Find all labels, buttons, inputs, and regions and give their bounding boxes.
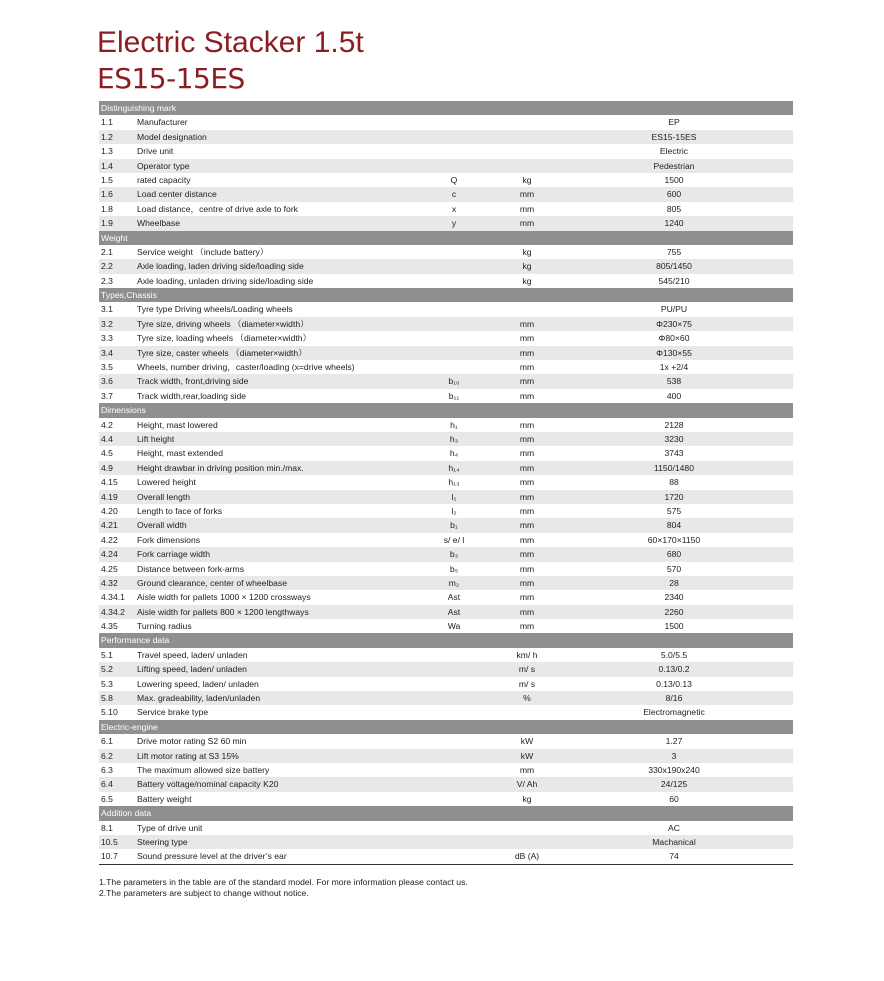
value: 5.0/5.5 (660, 649, 688, 660)
row-number: 1.9 (101, 218, 113, 229)
spec-row (99, 418, 793, 432)
value: 24/125 (660, 779, 688, 790)
footnote: 1.The parameters in the table are of the standard model. For more information please contact us. (99, 877, 468, 887)
value: 330x190x240 (648, 764, 700, 775)
row-number: 4.34.2 (101, 606, 125, 617)
parameter-name: Overall length (137, 491, 191, 502)
symbol: Q (450, 174, 458, 185)
value: 804 (666, 520, 682, 531)
section-header: Performance data (99, 633, 793, 647)
unit: m/ s (518, 664, 536, 675)
row-number: 3.3 (101, 333, 113, 344)
row-number: 3.7 (101, 390, 113, 401)
parameter-name: Overall width (137, 520, 187, 531)
unit: mm (519, 189, 535, 200)
spec-row (99, 662, 793, 676)
parameter-name: Battery weight (137, 793, 192, 804)
symbol: s/ e/ l (443, 534, 465, 545)
row-number: 10.5 (101, 836, 118, 847)
row-number: 4.32 (101, 577, 118, 588)
parameter-name: Track width,rear,loading side (137, 390, 247, 401)
row-number: 4.9 (101, 462, 113, 473)
parameter-name: Service weight （include battery） (137, 246, 269, 257)
parameter-name: Axle loading, unladen driving side/loading side (137, 275, 314, 286)
symbol: h₄ (449, 448, 459, 459)
page-title: Electric Stacker 1.5t (97, 26, 364, 59)
parameter-name: rated capacity (137, 174, 191, 185)
parameter-name: Aisle width for pallets 800 × 1200 lengthways (137, 606, 309, 617)
unit: mm (519, 462, 535, 473)
unit: mm (519, 419, 535, 430)
spec-row (99, 475, 793, 489)
row-number: 5.10 (101, 707, 118, 718)
unit: kg (522, 275, 532, 286)
value: 2128 (664, 419, 684, 430)
parameter-name: Height, mast extended (137, 448, 223, 459)
spec-row (99, 562, 793, 576)
value: 3230 (664, 433, 684, 444)
parameter-name: Tyre type Driving wheels/Loading wheels (137, 304, 293, 315)
spec-row (99, 504, 793, 518)
value: 60×170×1150 (647, 534, 701, 545)
unit: mm (519, 563, 535, 574)
value: 1240 (664, 218, 684, 229)
unit: mm (519, 477, 535, 488)
value: 575 (666, 505, 682, 516)
symbol: l₂ (451, 505, 457, 516)
symbol: b₃ (449, 549, 459, 560)
symbol: Wa (447, 621, 461, 632)
parameter-name: Drive unit (137, 146, 174, 157)
spec-row (99, 461, 793, 475)
unit: mm (519, 534, 535, 545)
row-number: 2.2 (101, 261, 113, 272)
value: AC (668, 822, 680, 833)
unit: kg (522, 261, 532, 272)
section-header: Addition data (99, 806, 793, 820)
row-number: 1.3 (101, 146, 113, 157)
symbol: c (451, 189, 457, 200)
unit: mm (519, 549, 535, 560)
spec-row (99, 173, 793, 187)
symbol: h₃ (449, 433, 459, 444)
value: Electric (659, 146, 689, 157)
section-header: Electric-engine (99, 720, 793, 734)
parameter-name: Load distance，centre of drive axle to fork (137, 203, 298, 214)
spec-row (99, 691, 793, 705)
row-number: 4.22 (101, 534, 118, 545)
row-number: 5.2 (101, 664, 113, 675)
unit: mm (519, 390, 535, 401)
unit: mm (519, 333, 535, 344)
spec-row (99, 849, 793, 864)
value: 755 (666, 246, 682, 257)
row-number: 6.5 (101, 793, 113, 804)
value: 545/210 (658, 275, 690, 286)
value: 1.27 (665, 736, 683, 747)
row-number: 10.7 (101, 851, 118, 862)
spec-row (99, 130, 793, 144)
unit: km/ h (516, 649, 538, 660)
unit: mm (519, 505, 535, 516)
parameter-name: Travel speed, laden/ unladen (137, 649, 248, 660)
row-number: 3.4 (101, 347, 113, 358)
unit: mm (519, 577, 535, 588)
parameter-name: Wheels, number driving，caster/loading (x=drive wheels) (137, 362, 355, 373)
value: 88 (669, 477, 679, 488)
value: 0.13/0.2 (658, 664, 690, 675)
spec-row (99, 216, 793, 230)
spec-row (99, 115, 793, 129)
value: 3 (671, 750, 677, 761)
spec-row (99, 533, 793, 547)
spec-row (99, 346, 793, 360)
value: 0.13/0.13 (656, 678, 692, 689)
parameter-name: Distance between fork-arms (137, 563, 244, 574)
unit: % (523, 693, 531, 704)
spec-row (99, 734, 793, 748)
spec-row (99, 619, 793, 633)
spec-row (99, 389, 793, 403)
spec-row (99, 144, 793, 158)
spec-row (99, 259, 793, 273)
symbol: b₅ (449, 563, 459, 574)
row-number: 4.15 (101, 477, 118, 488)
parameter-name: Tyre size, loading wheels （diameter×width） (137, 333, 312, 344)
parameter-name: Fork carriage width (137, 549, 211, 560)
row-number: 6.2 (101, 750, 113, 761)
row-number: 4.5 (101, 448, 113, 459)
row-number: 3.2 (101, 318, 113, 329)
parameter-name: Length to face of forks (137, 505, 223, 516)
parameter-name: Tyre size, driving wheels （diameter×width） (137, 318, 309, 329)
parameter-name: The maximum allowed size battery (137, 764, 270, 775)
row-number: 5.3 (101, 678, 113, 689)
section-header: Dimensions (99, 403, 793, 417)
value: 2260 (664, 606, 684, 617)
spec-table (99, 101, 793, 865)
value: 1150/1480 (654, 462, 694, 473)
row-number: 8.1 (101, 822, 113, 833)
unit: mm (519, 318, 535, 329)
value: 680 (666, 549, 682, 560)
footnotes (99, 877, 468, 899)
row-number: 4.2 (101, 419, 113, 430)
value: 8/16 (665, 693, 683, 704)
unit: mm (519, 448, 535, 459)
parameter-name: Type of drive unit (137, 822, 203, 833)
spec-row (99, 274, 793, 288)
value: 400 (666, 390, 682, 401)
parameter-name: Height, mast lowered (137, 419, 218, 430)
value: 805 (666, 203, 682, 214)
value: 600 (666, 189, 682, 200)
parameter-name: Fork dimensions (137, 534, 201, 545)
value: EP (668, 117, 680, 128)
row-number: 1.8 (101, 203, 113, 214)
value: 570 (666, 563, 682, 574)
value: 1x +2/4 (659, 362, 689, 373)
unit: kg (522, 246, 532, 257)
spec-row (99, 490, 793, 504)
symbol: h₁ (450, 419, 458, 430)
row-number: 1.6 (101, 189, 113, 200)
row-number: 5.8 (101, 693, 113, 704)
unit: kW (520, 736, 534, 747)
spec-row (99, 547, 793, 561)
section-header: Types,Chassis (99, 288, 793, 302)
section-header: Distinguishing mark (99, 101, 793, 115)
parameter-name: Max. gradeability, laden/unladen (137, 693, 261, 704)
spec-row (99, 374, 793, 388)
unit: mm (519, 376, 535, 387)
spec-row (99, 317, 793, 331)
footnote: 2.The parameters are subject to change without notice. (99, 888, 309, 898)
value: Φ80×60 (658, 333, 690, 344)
row-number: 4.20 (101, 505, 118, 516)
value: 3743 (664, 448, 684, 459)
row-number: 6.1 (101, 736, 113, 747)
row-number: 1.5 (101, 174, 113, 185)
spec-row (99, 446, 793, 460)
row-number: 5.1 (101, 649, 113, 660)
value: 28 (669, 577, 679, 588)
unit: mm (519, 606, 535, 617)
value: 805/1450 (656, 261, 692, 272)
value: 2340 (664, 592, 684, 603)
parameter-name: Operator type (137, 160, 190, 171)
value: Pedestrian (653, 160, 695, 171)
parameter-name: Lift motor rating at S3 15% (137, 750, 239, 761)
parameter-name: Sound pressure level at the driver’s ear (137, 851, 287, 862)
row-number: 1.1 (101, 117, 113, 128)
unit: mm (519, 218, 535, 229)
unit: mm (519, 203, 535, 214)
parameter-name: Lift height (137, 433, 175, 444)
row-number: 4.4 (101, 433, 113, 444)
spec-row (99, 302, 793, 316)
spec-row (99, 648, 793, 662)
row-number: 4.35 (101, 621, 118, 632)
parameter-name: Ground clearance, center of wheelbase (137, 577, 288, 588)
parameter-name: Lifting speed, laden/ unladen (137, 664, 247, 675)
parameter-name: Wheelbase (137, 218, 180, 229)
spec-row (99, 159, 793, 173)
unit: kW (520, 750, 534, 761)
parameter-name: Steering type (137, 836, 188, 847)
parameter-name: Height drawbar in driving position min./max. (137, 462, 304, 473)
value: 1500 (664, 174, 684, 185)
symbol: x (451, 203, 457, 214)
unit: mm (519, 433, 535, 444)
parameter-name: Manufacturer (137, 117, 188, 128)
parameter-name: Axle loading, laden driving side/loading side (137, 261, 304, 272)
symbol: b₁ (450, 520, 458, 531)
symbol: Ast (447, 592, 461, 603)
parameter-name: Lowering speed, laden/ unladen (137, 678, 259, 689)
unit: mm (519, 491, 535, 502)
spec-row (99, 202, 793, 216)
parameter-name: Track width, front,driving side (137, 376, 249, 387)
symbol: b₁₁ (448, 390, 460, 401)
parameter-name: Lowered height (137, 477, 196, 488)
unit: mm (519, 520, 535, 531)
symbol: m₂ (448, 577, 460, 588)
value: 1720 (664, 491, 684, 502)
spec-row (99, 245, 793, 259)
symbol: l₁ (451, 491, 457, 502)
row-number: 3.5 (101, 362, 113, 373)
row-number: 1.2 (101, 131, 113, 142)
spec-row (99, 432, 793, 446)
unit: mm (519, 347, 535, 358)
spec-row (99, 777, 793, 791)
row-number: 4.19 (101, 491, 118, 502)
row-number: 4.24 (101, 549, 118, 560)
row-number: 3.6 (101, 376, 113, 387)
spec-row (99, 187, 793, 201)
spec-row (99, 821, 793, 835)
parameter-name: Drive motor rating S2 60 min (137, 736, 247, 747)
spec-row (99, 331, 793, 345)
unit: m/ s (518, 678, 536, 689)
unit: dB (A) (514, 851, 540, 862)
symbol: h₁₄ (448, 462, 460, 473)
symbol: b₁₀ (448, 376, 460, 387)
spec-row (99, 763, 793, 777)
parameter-name: Turning radius (137, 621, 192, 632)
symbol: y (451, 218, 457, 229)
value: 1500 (664, 621, 684, 632)
spec-row (99, 518, 793, 532)
unit: mm (519, 592, 535, 603)
value: ES15-15ES (651, 131, 697, 142)
value: Φ230×75 (656, 318, 692, 329)
row-number: 2.3 (101, 275, 113, 286)
value: Machanical (652, 836, 696, 847)
spec-row (99, 360, 793, 374)
symbol: Ast (447, 606, 461, 617)
row-number: 1.4 (101, 160, 113, 171)
row-number: 6.4 (101, 779, 113, 790)
row-number: 4.25 (101, 563, 118, 574)
unit: kg (522, 174, 532, 185)
value: Φ130×55 (656, 347, 692, 358)
value: 538 (666, 376, 682, 387)
symbol: h₁₃ (448, 477, 460, 488)
unit: kg (522, 793, 532, 804)
unit: V/ Ah (516, 779, 538, 790)
spec-row (99, 749, 793, 763)
spec-row (99, 590, 793, 604)
unit: mm (519, 362, 535, 373)
row-number: 4.34.1 (101, 592, 125, 603)
parameter-name: Service brake type (137, 707, 209, 718)
parameter-name: Battery voltage/nominal capacity K20 (137, 779, 279, 790)
row-number: 3.1 (101, 304, 113, 315)
parameter-name: Tyre size, caster wheels （diameter×width） (137, 347, 307, 358)
row-number: 2.1 (101, 246, 113, 257)
spec-row (99, 792, 793, 806)
row-number: 4.21 (101, 520, 118, 531)
model-subtitle: ES15-15ES (97, 62, 245, 95)
value: PU/PU (660, 304, 688, 315)
value: Electromagnetic (643, 707, 705, 718)
row-number: 6.3 (101, 764, 113, 775)
parameter-name: Model designation (137, 131, 207, 142)
section-header: Weight (99, 231, 793, 245)
spec-row (99, 835, 793, 849)
spec-row (99, 705, 793, 719)
unit: mm (519, 621, 535, 632)
unit: mm (519, 764, 535, 775)
parameter-name: Load center distance (137, 189, 217, 200)
spec-row (99, 677, 793, 691)
value: 74 (669, 851, 679, 862)
value: 60 (669, 793, 679, 804)
spec-row (99, 605, 793, 619)
parameter-name: Aisle width for pallets 1000 × 1200 crossways (137, 592, 311, 603)
spec-row (99, 576, 793, 590)
